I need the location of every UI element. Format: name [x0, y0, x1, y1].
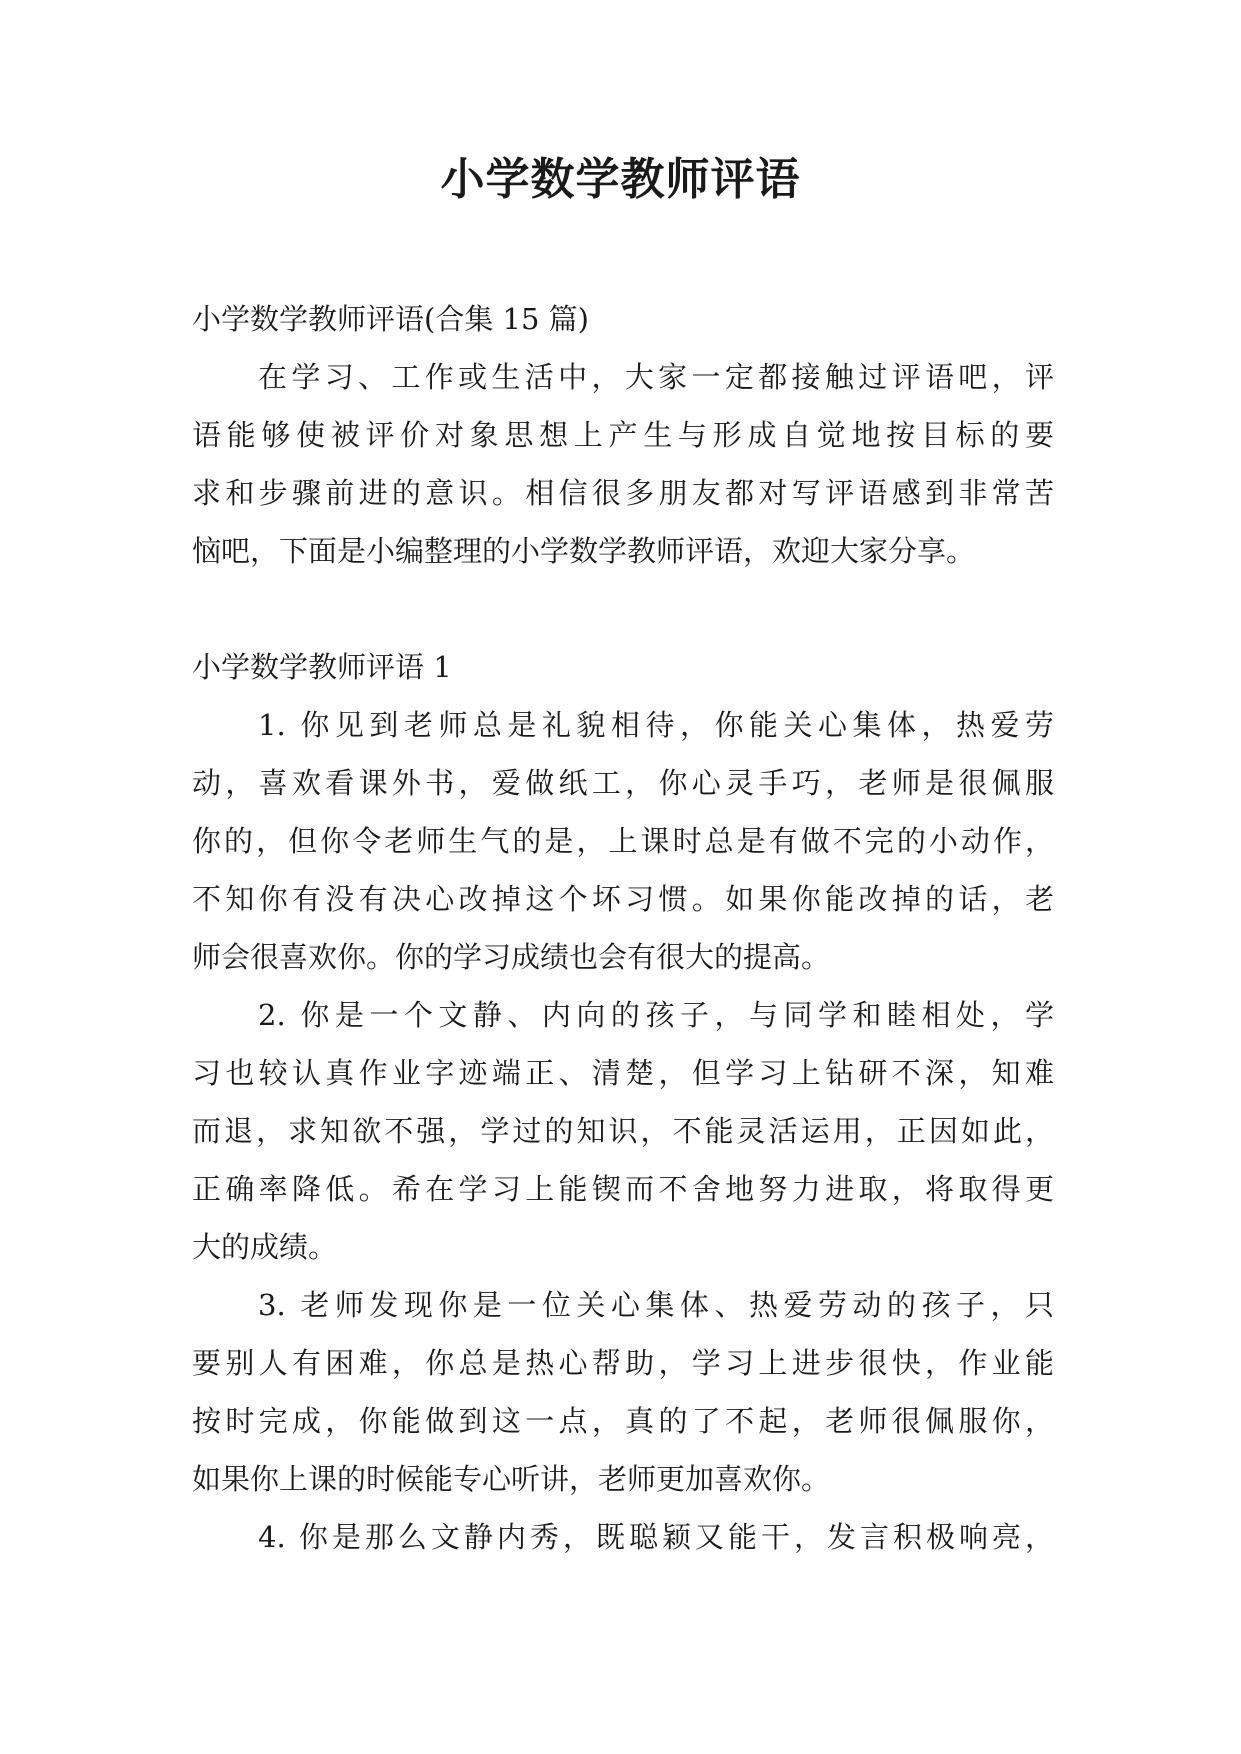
comment-item-4	[192, 1508, 1054, 1566]
paragraph-line: 而退，求知欲不强，学过的知识，不能灵活运用，正因如此，	[192, 1114, 1054, 1148]
paragraph-line: 师会很喜欢你。你的学习成绩也会有很大的提高。	[192, 940, 831, 974]
paragraph-line: 不知你有没有决心改掉这个坏习惯。如果你能改掉的话，老	[192, 882, 1054, 916]
paragraph-line: 1. 你见到老师总是礼貌相待，你能关心集体，热爱劳	[258, 708, 1054, 742]
paragraph-line: 如果你上课的时候能专心听讲，老师更加喜欢你。	[192, 1462, 831, 1496]
paragraph-line: 求和步骤前进的意识。相信很多朋友都对写评语感到非常苦	[192, 476, 1054, 510]
paragraph-line: 恼吧，下面是小编整理的小学数学教师评语，欢迎大家分享。	[192, 534, 976, 568]
paragraph-line: 3. 老师发现你是一位关心集体、热爱劳动的孩子，只	[258, 1288, 1054, 1322]
paragraph-line: 大的成绩。	[192, 1230, 338, 1264]
paragraph-line: 你的，但你令老师生气的是，上课时总是有做不完的小动作，	[192, 824, 1054, 858]
paragraph-line: 2. 你是一个文静、内向的孩子，与同学和睦相处，学	[258, 998, 1054, 1032]
comment-item-1	[192, 696, 1054, 986]
comment-item-2	[192, 986, 1054, 1276]
paragraph-gap	[192, 580, 1054, 638]
paragraph-line: 语能够使被评价对象思想上产生与形成自觉地按目标的要	[192, 418, 1054, 452]
paragraph-line: 按时完成，你能做到这一点，真的了不起，老师很佩服你，	[192, 1404, 1054, 1438]
section-heading: 小学数学教师评语 1	[192, 650, 452, 684]
paragraph-line: 动，喜欢看课外书，爱做纸工，你心灵手巧，老师是很佩服	[192, 766, 1054, 800]
intro-paragraph	[192, 348, 1054, 580]
comment-item-3	[192, 1276, 1054, 1508]
document-title: 小学数学教师评语	[440, 154, 801, 205]
paragraph-line: 4. 你是那么文静内秀，既聪颖又能干，发言积极响亮，	[258, 1520, 1054, 1554]
paragraph-line: 在学习、工作或生活中，大家一定都接触过评语吧，评	[258, 360, 1054, 394]
document-body	[192, 290, 1054, 1566]
paragraph-line: 习也较认真作业字迹端正、清楚，但学习上钻研不深，知难	[192, 1056, 1054, 1090]
paragraph-line: 要别人有困难，你总是热心帮助，学习上进步很快，作业能	[192, 1346, 1054, 1380]
collection-subtitle: 小学数学教师评语(合集 15 篇)	[192, 302, 589, 336]
paragraph-line: 正确率降低。希在学习上能锲而不舍地努力进取，将取得更	[192, 1172, 1054, 1206]
